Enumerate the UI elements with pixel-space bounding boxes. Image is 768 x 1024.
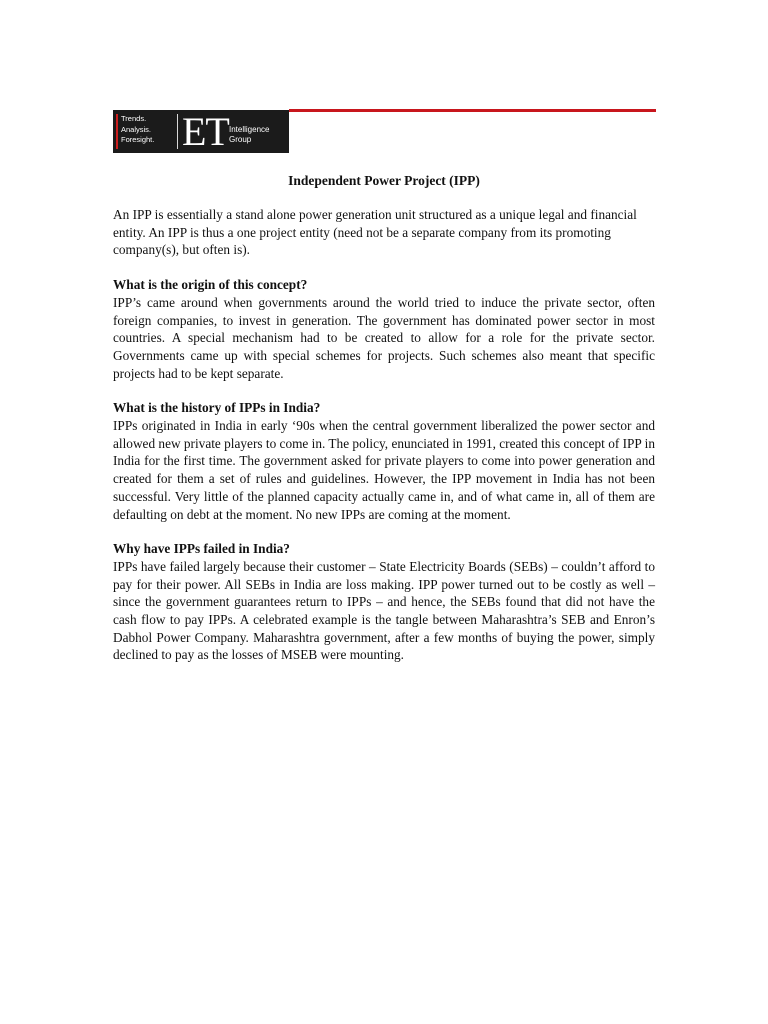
et-intelligence-group-logo	[113, 110, 289, 153]
intro-paragraph: An IPP is essentially a stand alone power generation unit structured as a unique legal and financial entity. An IPP is thus a one project entity (need not be a separate company from its promoting company(s), but often is).	[113, 207, 637, 258]
logo-mark: ET	[182, 109, 229, 154]
logo-accent-bar	[116, 114, 118, 149]
section-body-history: IPPs originated in India in early ‘90s when the central government liberalized the power sector and allowed new private players to come in. The policy, enunciated in 1991, created this concept of IPP in India for the first time. The government asked for private players to come into power generation and created for them a set of rules and guidelines. However, the IPP movement in India has not been successful. Very little of the planned capacity actually came in, and of what came in, all of them are defaulting on debt at the moment. No new IPPs are coming at the moment.	[113, 418, 655, 522]
section-heading-origin: What is the origin of this concept?	[113, 277, 308, 293]
logo-divider	[177, 114, 178, 149]
section-body-origin: IPP’s came around when governments around the world tried to induce the private sector, often foreign companies, to invest in generation. The government has dominated power sector in most countries. A special mechanism had to be created to allow for a role for the private sector. Governments came up with special schemes for projects. Such schemes also meant that specific projects had to be kept separate.	[113, 294, 655, 381]
logo-tagline-line: Analysis.	[121, 124, 152, 134]
section-heading-history: What is the history of IPPs in India?	[113, 400, 321, 416]
logo-tagline	[121, 114, 177, 146]
section-body-failure: IPPs have failed largely because their customer – State Electricity Boards (SEBs) – couldn’t afford to pay for their power. All SEBs in India are loss making. IPP power turned out to be costly as well – since the government guarantees return to IPPs – and hence, the SEBs found that did not have the cash flow to pay IPPs. A celebrated example is the tangle between Maharashtra’s SEB and Enron’s Dabhol Power Company. Maharashtra government, after a few months of buying the power, simply declined to pay as the losses of MSEB were mounting.	[113, 558, 655, 663]
document-title: Independent Power Project (IPP)	[288, 173, 480, 188]
logo-subtitle-line: Group	[229, 135, 252, 144]
header-rule	[289, 109, 656, 112]
logo-tagline-line: Foresight.	[121, 135, 155, 144]
logo-subtitle-line: Intelligence	[229, 125, 270, 134]
logo-tagline-line: Trends.	[121, 114, 147, 123]
section-heading-failure: Why have IPPs failed in India?	[113, 541, 290, 557]
logo-subtitle	[229, 125, 269, 145]
document-body	[113, 172, 655, 664]
